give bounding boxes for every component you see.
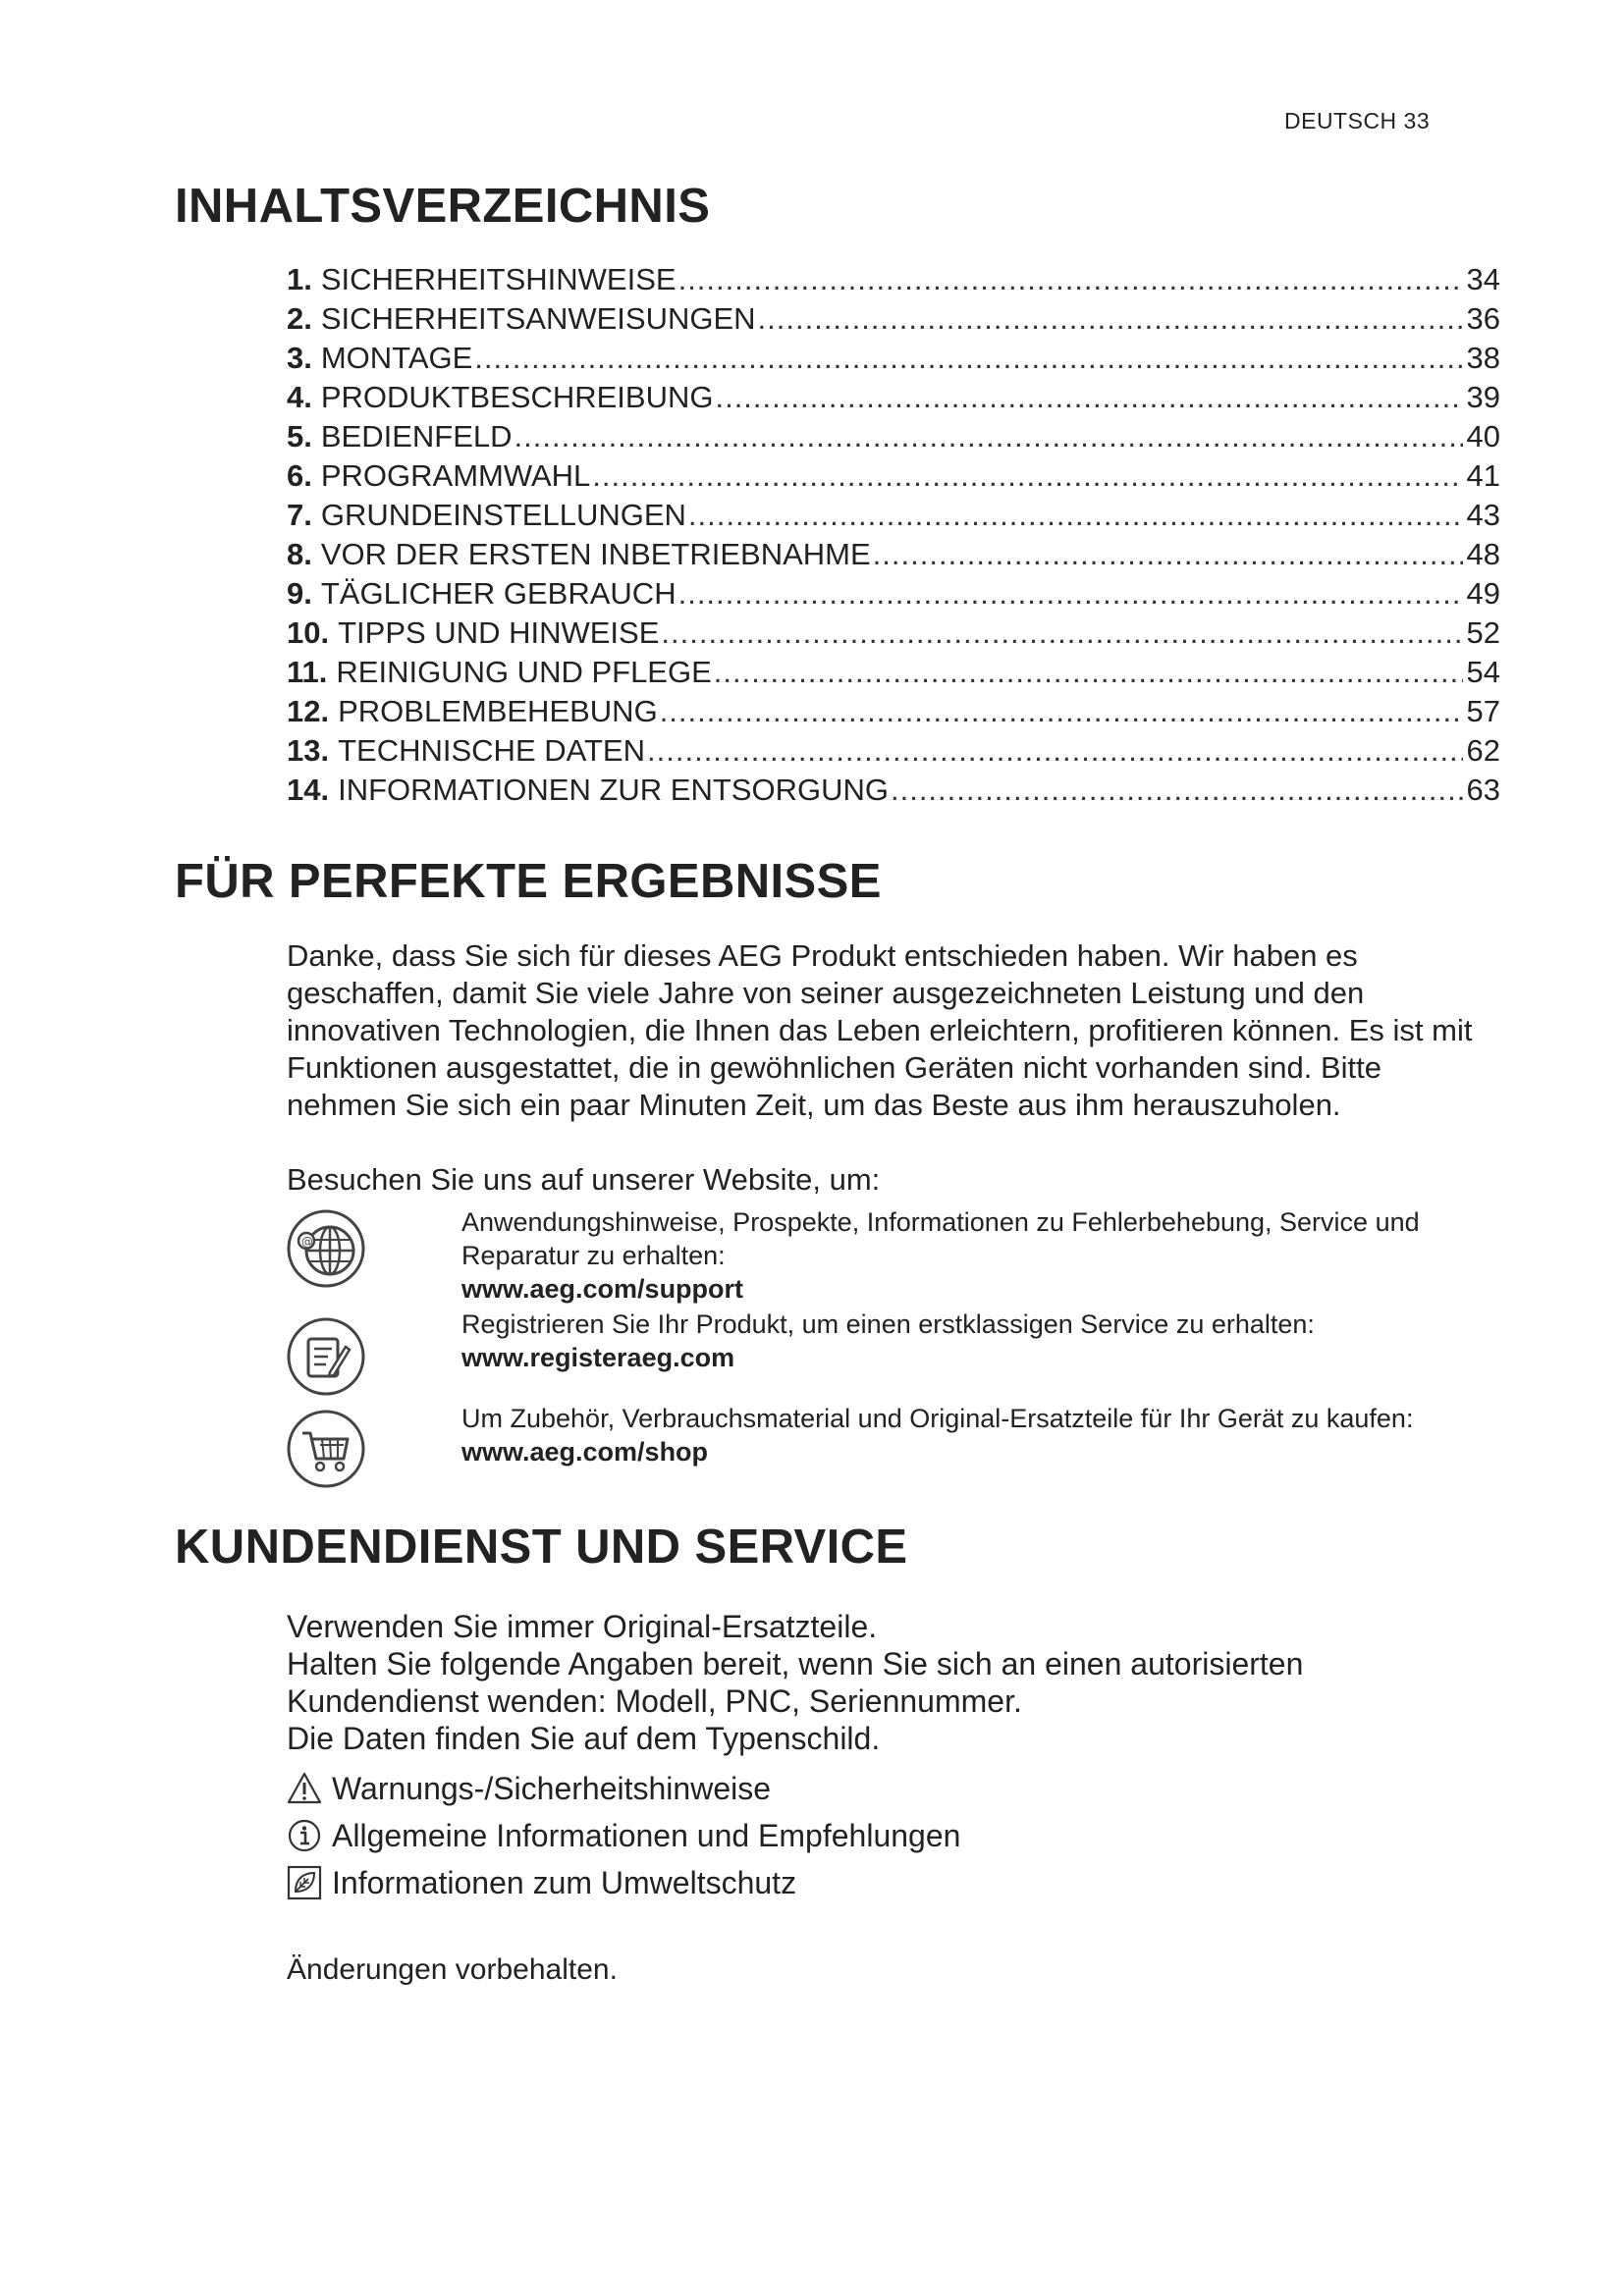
- shop-url-link[interactable]: www.aeg.com/shop: [461, 1437, 709, 1467]
- toc-item-page: 39: [1466, 380, 1500, 414]
- service-line: Die Daten finden Sie auf dem Typenschild.: [287, 1721, 881, 1756]
- register-url-link[interactable]: www.registeraeg.com: [461, 1343, 735, 1372]
- toc-leader-dots: [688, 496, 1463, 535]
- toc-item-number: 14.: [287, 773, 330, 807]
- toc-item-number: 6.: [287, 458, 312, 493]
- toc-item-label: PROBLEMBEHEBUNG: [338, 694, 658, 728]
- page-header-label: DEUTSCH 33: [1284, 108, 1431, 133]
- toc-item-label: REINIGUNG UND PFLEGE: [336, 655, 712, 689]
- toc-leader-dots: [514, 417, 1463, 456]
- info-icon: [287, 1818, 322, 1853]
- toc-item-label: INFORMATIONEN ZUR ENTSORGUNG: [338, 773, 889, 807]
- support-link-text: [461, 1205, 1483, 1306]
- globe-icon: [285, 1207, 367, 1290]
- toc-item-number: 1.: [287, 262, 312, 296]
- toc-item[interactable]: [287, 339, 1500, 378]
- toc-item-page: 49: [1466, 576, 1500, 611]
- toc-item[interactable]: [287, 535, 1500, 574]
- toc-item-page: 40: [1466, 419, 1500, 454]
- toc-item-label: TECHNISCHE DATEN: [338, 733, 646, 768]
- toc-item-label: BEDIENFELD: [320, 419, 513, 454]
- toc-item-label: SICHERHEITSHINWEISE: [320, 262, 677, 296]
- toc-item[interactable]: [287, 731, 1500, 771]
- toc-item-number: 7.: [287, 498, 312, 532]
- toc-item[interactable]: [287, 260, 1500, 299]
- toc-item[interactable]: [287, 378, 1500, 417]
- toc-item-page: 52: [1466, 615, 1500, 650]
- toc-item-number: 2.: [287, 301, 312, 336]
- toc-item-label: GRUNDEINSTELLUNGEN: [320, 498, 686, 532]
- toc-item-label: TÄGLICHER GEBRAUCH: [320, 576, 677, 611]
- toc-item-label: SICHERHEITSANWEISUNGEN: [320, 301, 756, 336]
- toc-item-page: 62: [1466, 733, 1500, 768]
- legend-warning: [287, 1769, 771, 1808]
- toc-item[interactable]: [287, 574, 1500, 614]
- toc-leader-dots: [647, 731, 1463, 771]
- toc-item-page: 41: [1466, 458, 1500, 493]
- toc-item-label: TIPPS UND HINWEISE: [338, 615, 660, 650]
- toc-item[interactable]: [287, 299, 1500, 339]
- legend-environment-label: Informationen zum Umweltschutz: [332, 1864, 797, 1900]
- toc-item[interactable]: [287, 653, 1500, 692]
- toc-item-number: 10.: [287, 615, 330, 650]
- toc-item-number: 11.: [287, 655, 328, 689]
- toc-leader-dots: [891, 771, 1463, 810]
- toc-leader-dots: [661, 614, 1463, 653]
- shopping-cart-icon: [285, 1408, 367, 1490]
- table-of-contents: [287, 260, 1500, 810]
- register-link-text: [461, 1308, 1483, 1374]
- toc-item-label: PRODUKTBESCHREIBUNG: [320, 380, 714, 414]
- toc-leader-dots: [758, 299, 1463, 339]
- results-intro: Danke, dass Sie sich für dieses AEG Produkt entschieden haben. Wir haben es geschaffen, damit Sie viele Jahre von seiner ausgezeichneten Leistung und den innovativen Technologien, die Ihnen das Leben erleichtern, profitieren können. Es ist mit Funktionen ausgestattet, die in gewöhnlichen Geräten nicht vorhanden sind. Bitte nehmen Sie sich ein paar Minuten Zeit, um das Beste aus ihm herauszuholen.: [287, 938, 1473, 1122]
- toc-item-page: 63: [1466, 773, 1500, 807]
- service-line: Halten Sie folgende Angaben bereit, wenn Sie sich an einen autorisierten: [287, 1646, 1304, 1682]
- legend-environment: [287, 1863, 796, 1902]
- shop-description: Um Zubehör, Verbrauchsmaterial und Original-Ersatzteile für Ihr Gerät zu kaufen:: [461, 1404, 1414, 1433]
- toc-item[interactable]: [287, 614, 1500, 653]
- toc-item-page: 34: [1466, 262, 1500, 296]
- toc-item-number: 5.: [287, 419, 312, 454]
- legend-info-label: Allgemeine Informationen und Empfehlungen: [332, 1817, 961, 1853]
- support-description: Anwendungshinweise, Prospekte, Informationen zu Fehlerbehebung, Service und Reparatur zu erhalten:: [461, 1207, 1420, 1270]
- toc-leader-dots: [873, 535, 1463, 574]
- svg-text:@: @: [301, 1235, 313, 1249]
- service-line: Verwenden Sie immer Original-Ersatzteile.: [287, 1609, 878, 1644]
- toc-leader-dots: [715, 378, 1463, 417]
- toc-item-number: 9.: [287, 576, 312, 611]
- toc-leader-dots: [592, 456, 1463, 496]
- toc-item-number: 3.: [287, 341, 312, 375]
- toc-item[interactable]: [287, 692, 1500, 731]
- toc-item-page: 43: [1466, 498, 1500, 532]
- register-description: Registrieren Sie Ihr Produkt, um einen erstklassigen Service zu erhalten:: [461, 1309, 1315, 1339]
- toc-item[interactable]: [287, 456, 1500, 496]
- toc-item-number: 13.: [287, 733, 330, 768]
- toc-leader-dots: [660, 692, 1463, 731]
- toc-item[interactable]: [287, 771, 1500, 810]
- toc-item-page: 36: [1466, 301, 1500, 336]
- toc-item-page: 54: [1466, 655, 1500, 689]
- legend-info: [287, 1816, 960, 1855]
- toc-item-page: 48: [1466, 537, 1500, 571]
- footer-note: Änderungen vorbehalten.: [287, 1953, 618, 1986]
- support-url-link[interactable]: www.aeg.com/support: [461, 1274, 744, 1304]
- results-visit-text: Besuchen Sie uns auf unserer Website, um:: [287, 1162, 881, 1197]
- warning-icon: [287, 1771, 322, 1806]
- toc-item[interactable]: [287, 417, 1500, 456]
- toc-leader-dots: [678, 574, 1463, 614]
- toc-item-label: PROGRAMMWAHL: [320, 458, 591, 493]
- toc-leader-dots: [714, 653, 1463, 692]
- toc-item-number: 4.: [287, 380, 312, 414]
- toc-leader-dots: [474, 339, 1463, 378]
- service-title: KUNDENDIENST UND SERVICE: [175, 1521, 908, 1574]
- toc-item-label: MONTAGE: [320, 341, 473, 375]
- service-line: Kundendienst wenden: Modell, PNC, Seriennummer.: [287, 1683, 1022, 1719]
- environment-leaf-icon: [287, 1865, 322, 1900]
- toc-title: INHALTSVERZEICHNIS: [175, 180, 711, 233]
- toc-item-page: 38: [1466, 341, 1500, 375]
- results-title: FÜR PERFEKTE ERGEBNISSE: [175, 855, 882, 908]
- toc-item-page: 57: [1466, 694, 1500, 728]
- toc-item-number: 12.: [287, 694, 330, 728]
- legend-warning-label: Warnungs-/Sicherheitshinweise: [332, 1770, 772, 1806]
- toc-item-number: 8.: [287, 537, 312, 571]
- toc-leader-dots: [678, 260, 1463, 299]
- register-icon: [285, 1315, 367, 1398]
- toc-item-label: VOR DER ERSTEN INBETRIEBNAHME: [320, 537, 871, 571]
- toc-item[interactable]: [287, 496, 1500, 535]
- shop-link-text: [461, 1402, 1483, 1468]
